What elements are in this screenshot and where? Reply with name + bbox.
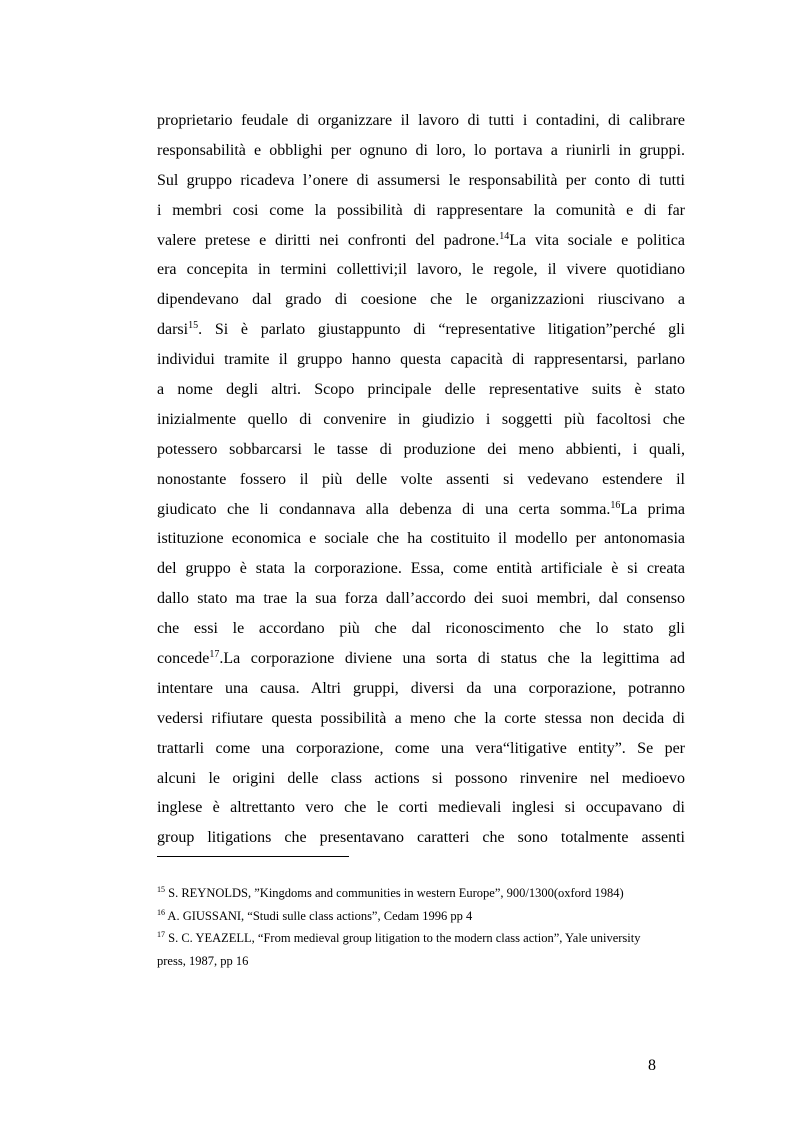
body-line: nonostante fossero il più delle volte assenti si vedevano estendere il	[157, 470, 685, 488]
body-line: che essi le accordano più che dal riconoscimento che lo stato gli	[157, 620, 685, 638]
footnote-number: 16	[157, 907, 165, 917]
body-line: era concepita in termini collettivi;il lavoro, le regole, il vivere quotidiano	[157, 261, 685, 279]
body-line: intentare una causa. Altri gruppi, diversi da una corporazione, potranno	[157, 679, 685, 697]
body-line: i membri cosi come la possibilità di rappresentare la comunità e di far	[157, 201, 685, 219]
footnote-continuation: press, 1987, pp 16	[157, 953, 249, 968]
body-line: trattarli come una corporazione, come una vera“litigative entity”. Se per	[157, 739, 685, 757]
body-line: darsi$^{15}$. Si è parlato giustappunto di “representative litigation”perché gli	[157, 320, 685, 339]
footnote: $^{15}$ S. REYNOLDS, ”Kingdoms and communities in western Europe”, 900/1300(oxford 1984)	[157, 885, 624, 900]
footnotes	[157, 882, 685, 972]
body-line: group litigations che presentavano caratteri che sono totalmente assenti	[157, 829, 685, 847]
body-text	[157, 106, 685, 853]
body-line: inizialmente quello di convenire in giudizio i soggetti più facoltosi che	[157, 410, 685, 428]
body-line: giudicato che li condannava alla debenza di una certa somma.$^{16}$La prima	[157, 499, 685, 518]
body-line: inglese è altrettanto vero che le corti medievali inglesi si occupavano di	[157, 799, 685, 817]
body-line: potessero sobbarcarsi le tasse di produzione dei meno abbienti, i quali,	[157, 440, 685, 458]
footnote-ref: 16	[610, 499, 621, 511]
body-line: concede$^{17}$.La corporazione diviene una sorta di status che la legittima ad	[157, 649, 685, 668]
footnote-ref: 15	[188, 320, 199, 332]
body-line: proprietario feudale di organizzare il lavoro di tutti i contadini, di calibrare	[157, 112, 685, 129]
footnote-number: 15	[157, 885, 165, 894]
body-line: dipendevano dal grado di coesione che le organizzazioni riuscivano a	[157, 291, 685, 309]
body-line: alcuni le origini delle class actions si possono rinvenire nel medioevo	[157, 769, 685, 787]
body-line: individui tramite il gruppo hanno questa capacità di rappresentarsi, parlano	[157, 351, 685, 369]
body-line: a nome degli altri. Scopo principale delle representative suits è stato	[157, 381, 685, 399]
body-line: dallo stato ma trae la sua forza dall’accordo dei suoi membri, dal consenso	[157, 590, 685, 608]
body-line: istituzione economica e sociale che ha costituito il modello per antonomasia	[157, 530, 685, 548]
body-line: responsabilità e obblighi per ognuno di loro, lo portava a riunirli in gruppi.	[157, 141, 685, 159]
page-number: 8	[648, 1057, 656, 1074]
footnote-ref: 14	[499, 230, 510, 242]
body-line: Sul gruppo ricadeva l’onere di assumersi le responsabilità per conto di tutti	[157, 171, 685, 189]
footnote: $^{17}$ S. C. YEAZELL, “From medieval group litigation to the modern class action”, Yale university	[157, 930, 641, 945]
footnote: $^{16}$ A. GIUSSANI, “Studi sulle class actions”, Cedam 1996 pp 4	[157, 907, 473, 923]
body-line: del gruppo è stata la corporazione. Essa, come entità artificiale è si creata	[157, 560, 685, 578]
footnote-number: 17	[157, 930, 165, 939]
footnote-ref: 17	[209, 649, 220, 661]
body-line: vedersi rifiutare questa possibilità a meno che la corte stessa non decida di	[157, 709, 685, 727]
body-line: valere pretese e diritti nei confronti del padrone.$^{14}$La vita sociale e politica	[157, 230, 686, 249]
footnote-separator	[157, 856, 349, 857]
